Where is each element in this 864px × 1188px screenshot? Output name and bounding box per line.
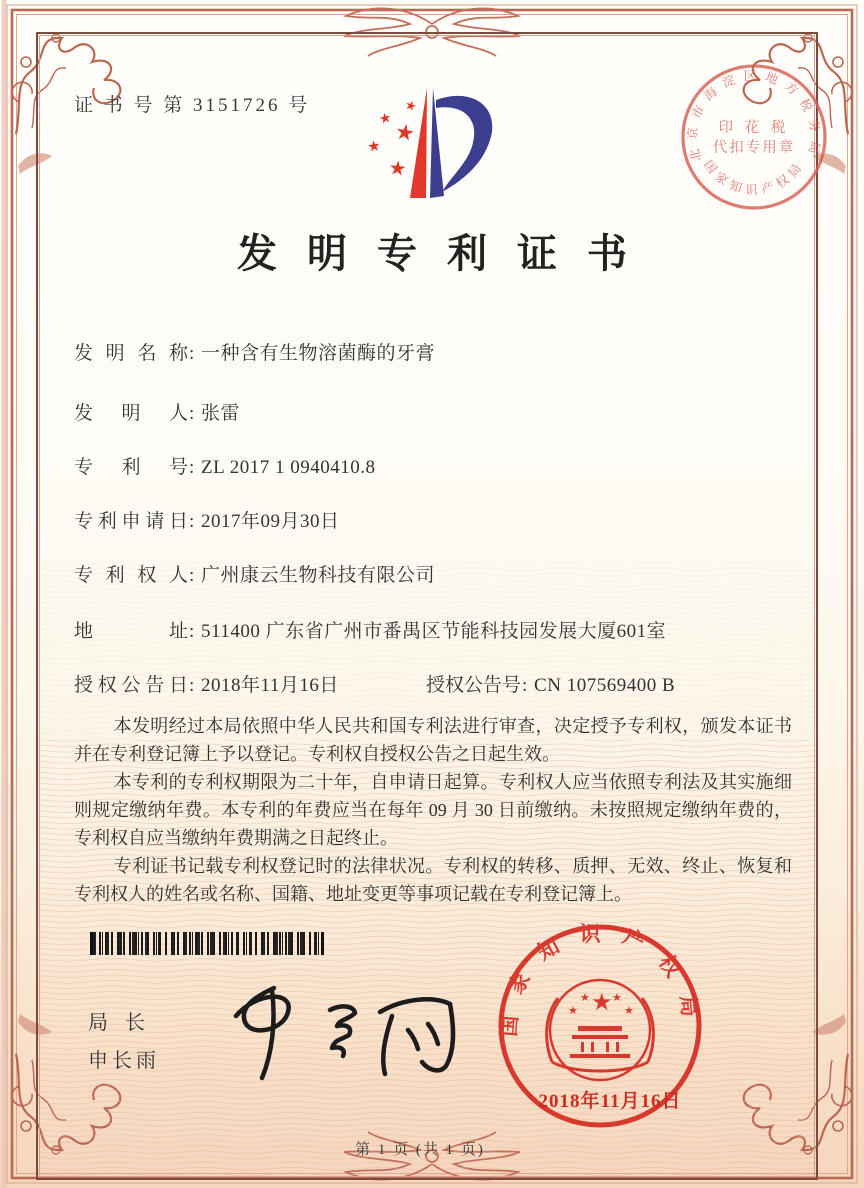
field-inventor: 发明人: 张雷: [74, 398, 240, 425]
officer-name: 申长雨: [88, 1050, 160, 1072]
legal-text: [74, 712, 792, 908]
field-label: 地址: [74, 621, 188, 642]
grant-date-label: 授权公告日: [74, 675, 188, 696]
field-label: 专利权人: [74, 565, 188, 586]
grant-no-value: CN 107569400 B: [534, 675, 676, 696]
certificate-number: 证 书 号 第 3151726 号: [74, 95, 311, 116]
paragraph-3: 专利证书记载专利权登记时的法律状况。专利权的转移、质押、无效、终止、恢复和专利权人的姓名或名称、国籍、地址变更等事项记载在专利登记簿上。: [74, 856, 792, 904]
page-info: 第 1 页 (共 1 页): [355, 1142, 485, 1158]
grant-date-value: 2018年11月16日: [201, 675, 339, 696]
stamp-center-line2: 代扣专用章: [712, 140, 796, 156]
paragraph-2: 本专利的专利权期限为二十年，自申请日起算。专利权人应当依照专利法及其实施细则规定缴纳年费。本专利的年费应当在每年 09 月 30 日前缴纳。未按照规定缴纳年费的，专利权自应当缴纳年费期满之日起终止。: [74, 772, 792, 848]
field-value: 511400 广东省广州市番禺区节能科技园发展大厦601室: [201, 621, 667, 642]
svg-text:★: ★: [624, 1004, 634, 1017]
field-patent-number: 专利号: ZL 2017 1 0940410.8: [74, 452, 376, 479]
field-label: 专利号: [74, 457, 188, 478]
cnipa-logo: [330, 78, 550, 228]
paragraph-1: 本发明经过本局依照中华人民共和国专利法进行审查，决定授予专利权，颁发本证书并在专利登记簿上予以登记。专利权自授权公告之日起生效。: [74, 716, 792, 764]
seal-date: 2018年11月16日: [538, 1091, 682, 1112]
logo-stars: [366, 98, 418, 181]
field-value: 一种含有生物溶菌酶的牙膏: [201, 343, 436, 364]
field-filing-date: 专利申请日: 2017年09月30日: [74, 506, 340, 533]
field-label: 发明名称: [74, 343, 188, 364]
stamp-top-text: 北京市海淀区地方税务局: [685, 69, 823, 163]
officer-title: 局 长: [88, 1012, 151, 1034]
logo-monogram: [410, 88, 492, 198]
stamp-bottom-text: 国家知识产权局: [700, 157, 808, 197]
field-label: 专利申请日: [74, 511, 188, 532]
signature: [222, 982, 457, 1082]
field-invention-name: 发明名称: 一种含有生物溶菌酶的牙膏: [74, 338, 435, 365]
field-value: ZL 2017 1 0940410.8: [201, 457, 376, 478]
svg-text:★: ★: [591, 988, 613, 1016]
svg-text:★: ★: [366, 136, 382, 156]
svg-text:国家知识产权局: [701, 158, 807, 197]
tax-stamp: [664, 48, 844, 228]
svg-text:★: ★: [387, 155, 408, 181]
grant-row: 授权公告日: 2018年11月16日 授权公告号: CN 107569400 B: [74, 670, 790, 697]
national-emblem: [547, 980, 654, 1080]
grant-number: 授权公告号: CN 107569400 B: [426, 675, 676, 696]
field-patentee: 专利权人: 广州康云生物科技有限公司: [74, 560, 435, 587]
field-value: 张雷: [201, 403, 241, 424]
svg-text:★: ★: [392, 119, 417, 148]
svg-text:★: ★: [377, 109, 394, 128]
svg-text:★: ★: [402, 97, 419, 116]
stamp-center-line1: 印 花 税: [718, 120, 790, 136]
field-address: 地址: 511400 广东省广州市番禺区节能科技园发展大厦601室: [74, 616, 666, 643]
svg-text:★: ★: [568, 1004, 578, 1017]
svg-text:★: ★: [612, 991, 622, 1004]
field-label: 发明人: [74, 403, 188, 424]
field-value: 2017年09月30日: [201, 511, 340, 532]
field-value: 广州康云生物科技有限公司: [201, 565, 436, 586]
grant-no-label: 授权公告号: [426, 675, 522, 696]
svg-text:★: ★: [580, 991, 590, 1004]
certificate-title: 发明专利证书: [237, 231, 657, 276]
barcode: [90, 932, 324, 955]
seal-ring-text: 国家知识产权局: [496, 921, 704, 1038]
